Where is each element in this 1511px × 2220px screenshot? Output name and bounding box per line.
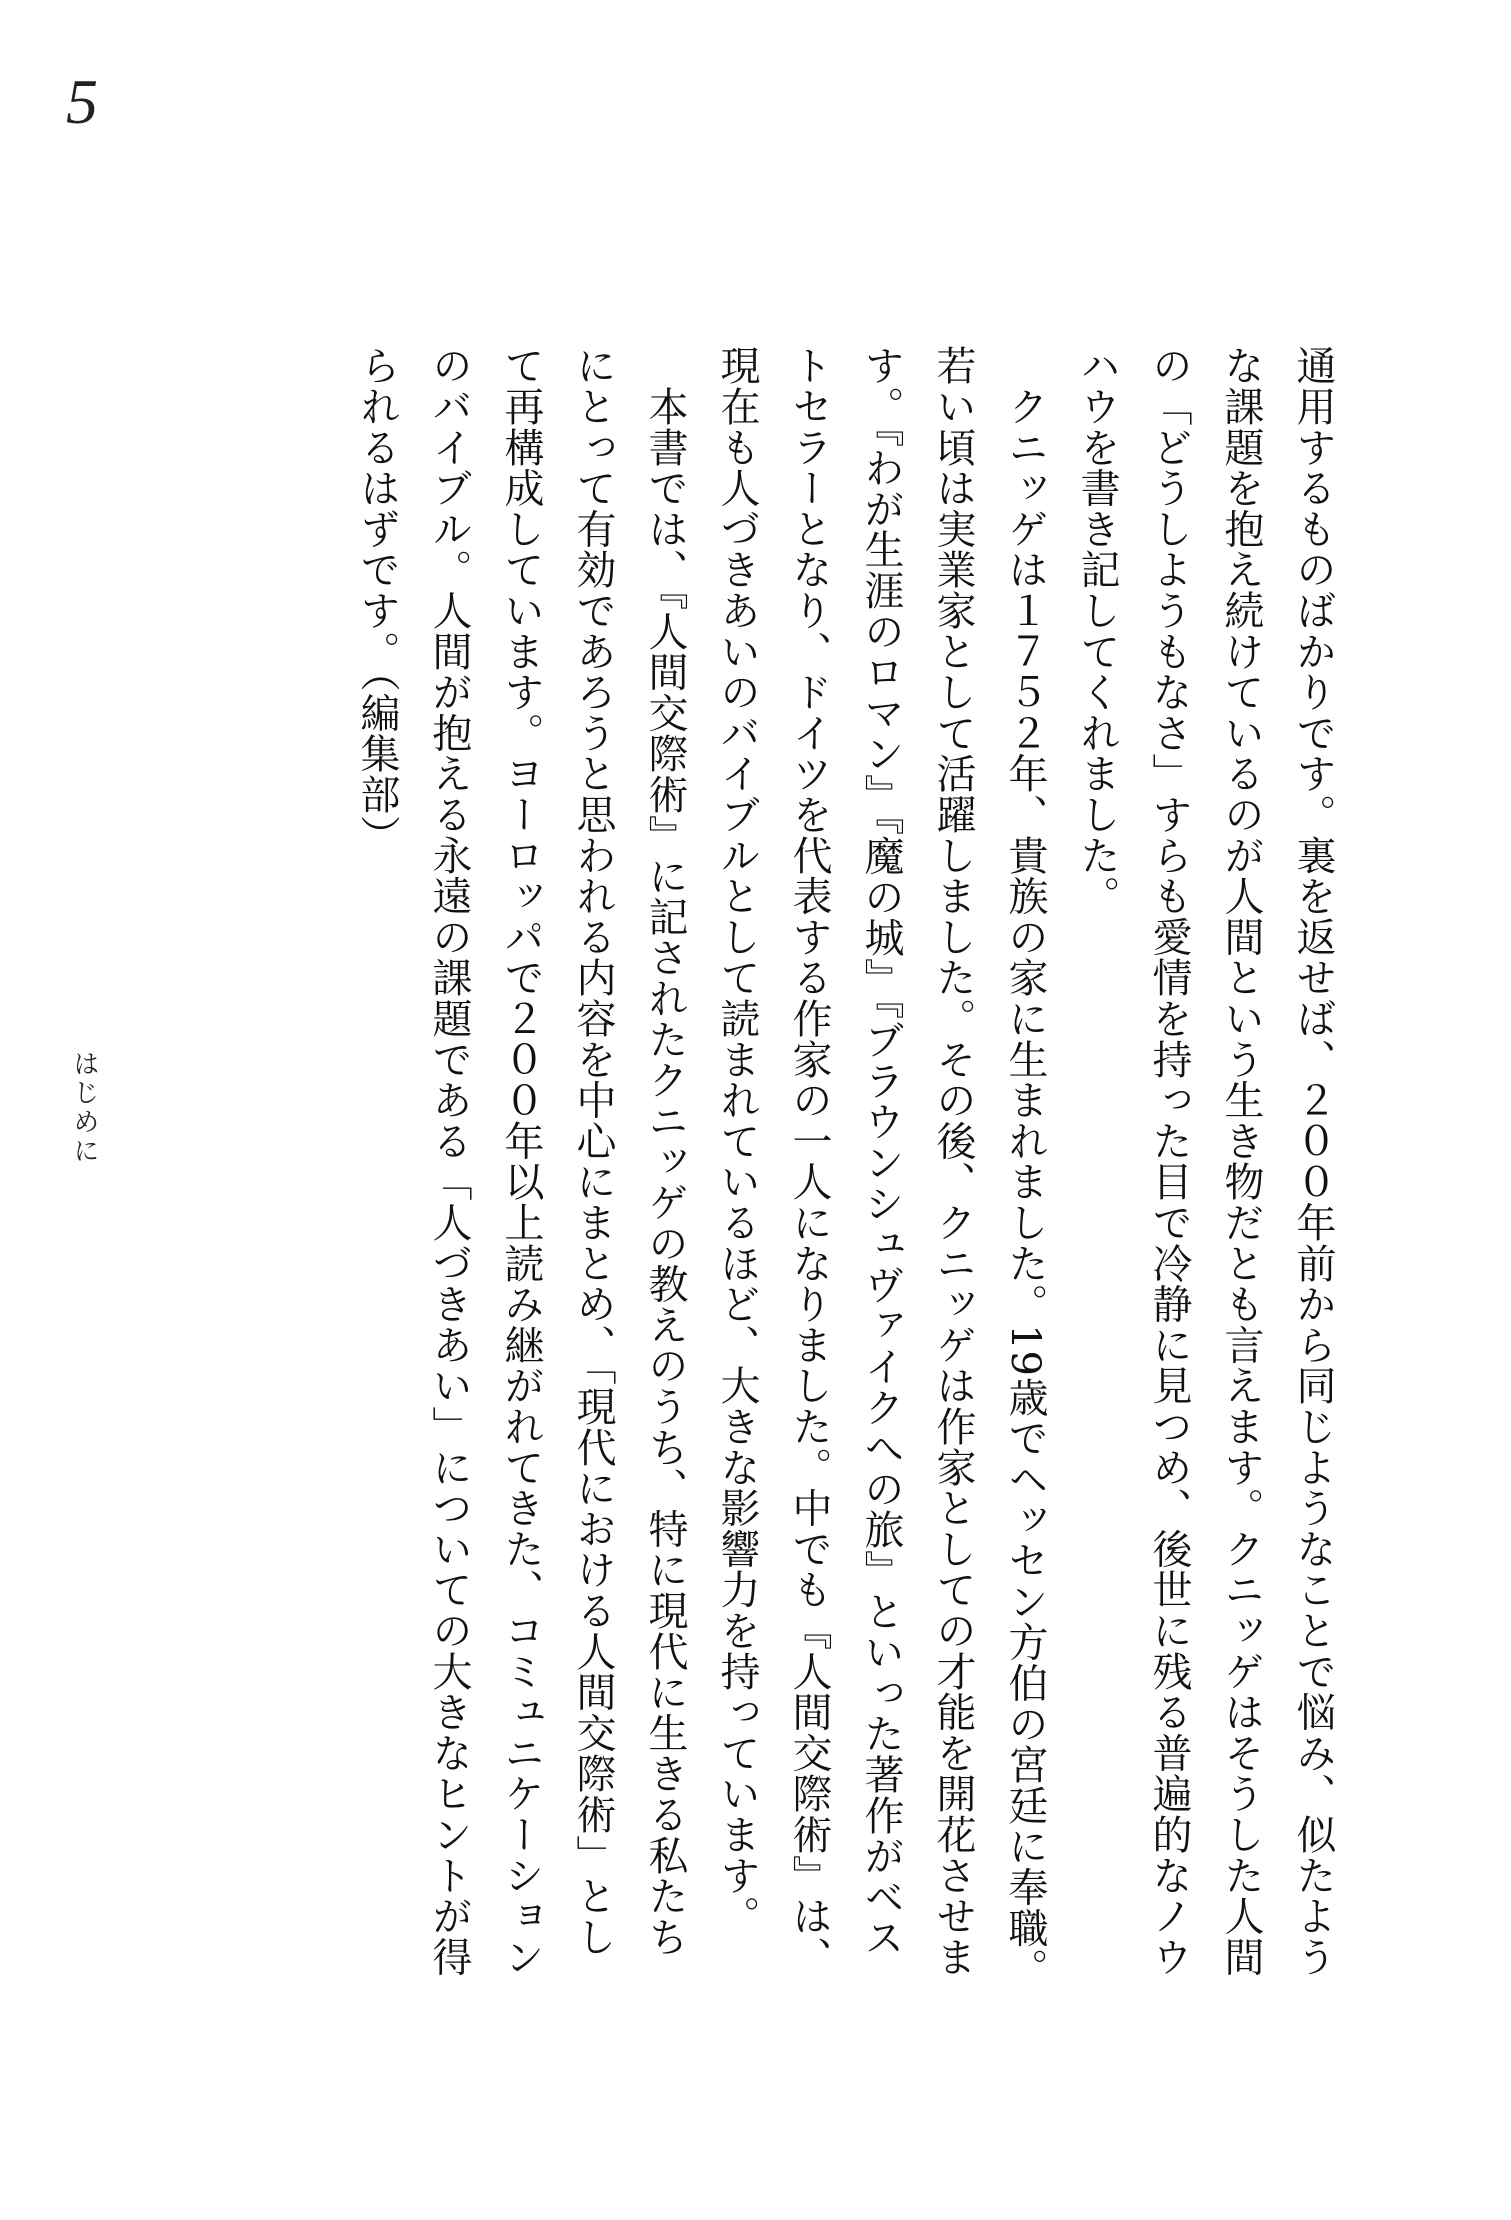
text-line: て再構成しています。ヨーロッパで２００年以上読み継がれてきた、コミュニケーション xyxy=(498,345,544,1977)
text-line: にとって有効であろうと思われる内容を中心にまとめ、「現代における人間交際術」とし xyxy=(570,345,616,1957)
running-head: はじめに xyxy=(69,1050,99,1166)
text-line: 現在も人づきあいのバイブルとして読まれているほど、大きな影響力を持っています。 xyxy=(714,345,760,1937)
text-line: られるはずです。（編集部） xyxy=(354,345,400,856)
text-line: 通用するものばかりです。裏を返せば、２００年前から同じようなことで悩み、似たよう xyxy=(1290,345,1336,1977)
text-line: クニッゲは１７５２年、貴族の家に生まれました。19歳でヘッセン方伯の宮廷に奉職。 xyxy=(1002,345,1048,1989)
page-number: 5 xyxy=(66,66,98,137)
text-line: のバイブル。人間が抱える永遠の課題である「人づきあい」についての大きなヒントが得 xyxy=(426,345,472,1977)
text-line: の「どうしようもなさ」すらも愛情を持った目で冷静に見つめ、後世に残る普遍的なノウ xyxy=(1146,345,1192,1977)
body-text xyxy=(229,345,1349,2105)
text-line: トセラーとなり、ドイツを代表する作家の一人になりました。中でも『人間交際術』は、 xyxy=(786,345,832,1977)
text-line: な課題を抱え続けているのが人間という生き物だとも言えます。クニッゲはそうした人間 xyxy=(1218,345,1264,1977)
text-line: す。『わが生涯のロマン』『魔の城』『ブラウンシュヴァイクへの旅』といった著作がベス xyxy=(858,345,904,1958)
text-line: 若い頃は実業家として活躍しました。その後、クニッゲは作家としての才能を開花させま xyxy=(930,345,976,1977)
text-line: 本書では、『人間交際術』に記されたクニッゲの教えのうち、特に現代に生きる私たち xyxy=(642,345,688,1957)
text-line: ハウを書き記してくれました。 xyxy=(1074,345,1120,917)
